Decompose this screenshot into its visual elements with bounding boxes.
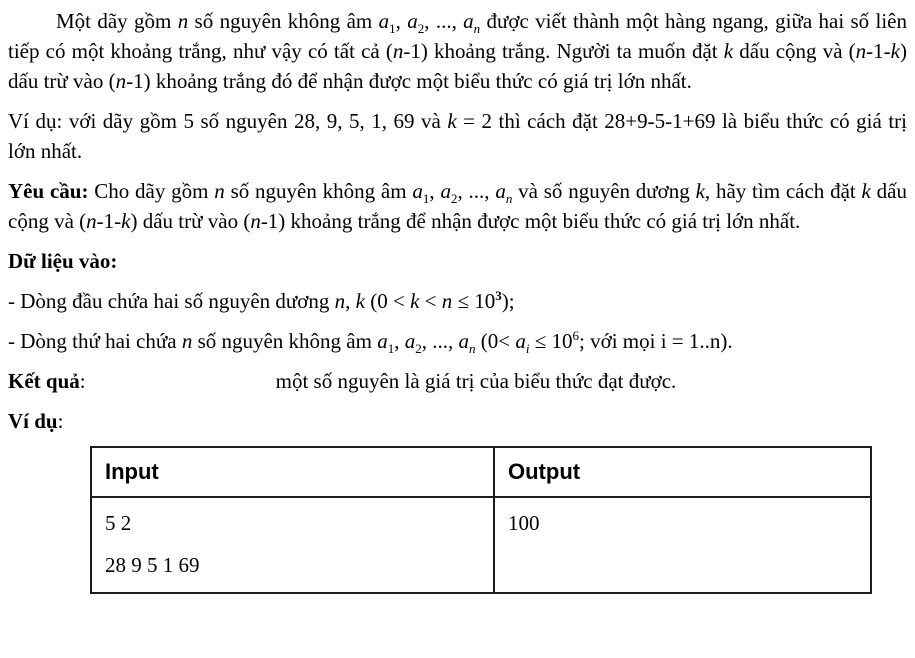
- input-line: 28 9 5 1 69: [105, 553, 200, 577]
- example-table: [90, 446, 872, 594]
- intro-paragraph: Một dãy gồm n số nguyên không âm $a_1$, $a_2$, ..., $a_n$ được viết thành một hàng ngang, giữa hai số liên tiếp có một khoảng trắng, như vậy có tất cả (n-1) khoảng trắng. Người ta muốn đặt k dấu cộng và (n-1-k) dấu trừ vào (n-1) khoảng trắng đó để nhận được một biểu thức có giá trị lớn nhất.: [8, 9, 908, 93]
- output-line: 100: [508, 511, 540, 535]
- example-paragraph: Ví dụ: với dãy gồm 5 số nguyên 28, 9, 5, 1, 69 và k = 2 thì cách đặt 28+9-5-1+69 là biểu thức có giá trị lớn nhất.: [8, 109, 907, 163]
- input-line: 5 2: [105, 511, 132, 535]
- table-header-output: Output: [494, 447, 871, 497]
- requirement-paragraph: Yêu cầu: Cho dãy gồm n số nguyên không âm $a_1$, $a_2$, ..., $a_n$ và số nguyên dương k, hãy tìm cách đặt k dấu cộng và (n-1-k) dấu trừ vào (n-1) khoảng trắng để nhận được một biểu thức có giá trị lớn nhất.: [8, 179, 907, 233]
- table-header-input: Input: [91, 447, 494, 497]
- table-header-row: [91, 447, 871, 497]
- input-spec-heading: Dữ liệu vào:: [8, 249, 118, 273]
- input-spec-line-2: - Dòng thứ hai chứa n số nguyên không âm $a_1$, $a_2$, ..., $a_n$ ($0< a_i \le 10^6$; với mọi i = 1..n).: [8, 328, 733, 357]
- output-cell: [494, 497, 871, 593]
- output-spec-line: Kết quả: một số nguyên là giá trị của biểu thức đạt được.: [8, 369, 677, 393]
- input-cell: [91, 497, 494, 593]
- table-row: [91, 497, 871, 593]
- example-heading: Ví dụ:: [8, 409, 64, 433]
- input-spec-line-1: - Dòng đầu chứa hai số nguyên dương n, k $(0 < k < n \le 10^3)$;: [8, 288, 515, 313]
